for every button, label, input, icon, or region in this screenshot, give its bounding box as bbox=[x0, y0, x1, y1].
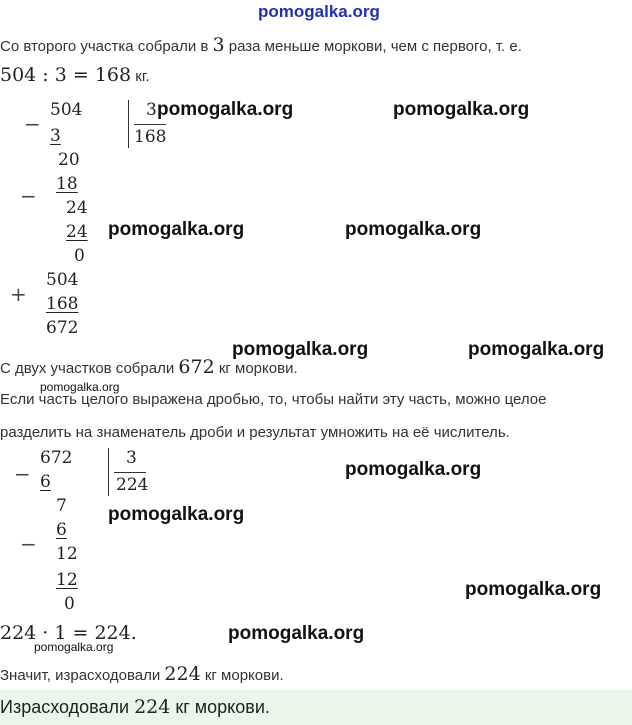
answer-box bbox=[0, 690, 632, 725]
watermark: pomogalka.org bbox=[232, 339, 369, 360]
addend: 504 bbox=[46, 270, 79, 290]
answer-number: 224 bbox=[134, 696, 171, 718]
watermark-small: pomogalka.org bbox=[34, 640, 114, 654]
watermark: pomogalka.org bbox=[468, 339, 605, 360]
plus-sign: + bbox=[10, 282, 27, 306]
equation-unit: кг. bbox=[131, 68, 150, 85]
quotient: 224 bbox=[116, 475, 149, 495]
remainder: 20 bbox=[58, 150, 80, 170]
answer-text bbox=[0, 696, 270, 718]
sum: 672 bbox=[46, 318, 79, 338]
minus-sign: − bbox=[20, 184, 37, 208]
division-bracket bbox=[128, 100, 129, 148]
subtrahend: 24 bbox=[66, 222, 88, 242]
statement-text-end: кг моркови. bbox=[200, 667, 284, 684]
subtrahend: 12 bbox=[56, 570, 78, 590]
answer-label: Израсходовали bbox=[0, 697, 135, 717]
dividend: 672 bbox=[40, 448, 73, 468]
statement-number: 672 bbox=[178, 356, 215, 378]
divisor: 3 bbox=[126, 448, 137, 468]
statement-text: Значит, израсходовали bbox=[0, 667, 165, 684]
remainder: 0 bbox=[74, 246, 85, 266]
watermark: pomogalka.org bbox=[345, 219, 482, 240]
quotient: 168 bbox=[134, 127, 167, 147]
statement-text-end: раза меньше моркови, чем с первого, т. е. bbox=[224, 38, 522, 55]
watermark: pomogalka.org bbox=[465, 579, 602, 600]
statement-text-end: кг моркови. bbox=[214, 360, 298, 377]
subtrahend: 3 bbox=[50, 126, 61, 146]
equation-1 bbox=[0, 64, 150, 86]
statement-number: 224 bbox=[164, 663, 201, 685]
remainder: 0 bbox=[64, 594, 75, 614]
division-bar bbox=[134, 124, 166, 125]
remainder: 7 bbox=[56, 496, 67, 516]
rule-line-1: Если часть целого выражена дробью, то, чтобы найти эту часть, можно целое bbox=[0, 391, 547, 408]
watermark: pomogalka.org bbox=[108, 504, 245, 525]
watermark: pomogalka.org bbox=[108, 219, 245, 240]
minus-sign: − bbox=[20, 532, 37, 556]
statement-text: С двух участков собрали bbox=[0, 360, 179, 377]
subtrahend: 6 bbox=[56, 520, 67, 540]
statement-line-1 bbox=[0, 34, 522, 56]
minus-sign: − bbox=[24, 112, 41, 136]
equation-expression: 504 : 3 = 168 bbox=[0, 64, 132, 86]
division-bar bbox=[114, 472, 146, 473]
remainder: 24 bbox=[66, 198, 88, 218]
watermark: pomogalka.org bbox=[228, 623, 365, 644]
answer-unit: кг моркови. bbox=[170, 697, 270, 717]
division-bracket bbox=[108, 448, 109, 496]
top-watermark: pomogalka.org bbox=[258, 2, 380, 21]
subtrahend: 6 bbox=[40, 472, 51, 492]
dividend: 504 bbox=[50, 100, 83, 120]
rule-line-2: разделить на знаменатель дроби и результат умножить на её числитель. bbox=[0, 424, 510, 441]
divisor: 3 bbox=[146, 100, 157, 120]
addend: 168 bbox=[46, 294, 79, 314]
statement-number: 3 bbox=[212, 34, 225, 56]
remainder: 12 bbox=[56, 544, 78, 564]
watermark: pomogalka.org bbox=[157, 99, 294, 120]
minus-sign: − bbox=[14, 462, 31, 486]
watermark: pomogalka.org bbox=[345, 459, 482, 480]
watermark: pomogalka.org bbox=[393, 99, 530, 120]
equation-2: 224 · 1 = 224. bbox=[0, 622, 137, 644]
subtrahend: 18 bbox=[56, 174, 78, 194]
statement-text: Со второго участка собрали в bbox=[0, 38, 213, 55]
statement-line-3 bbox=[0, 663, 284, 685]
watermark-small: pomogalka.org bbox=[40, 380, 120, 394]
